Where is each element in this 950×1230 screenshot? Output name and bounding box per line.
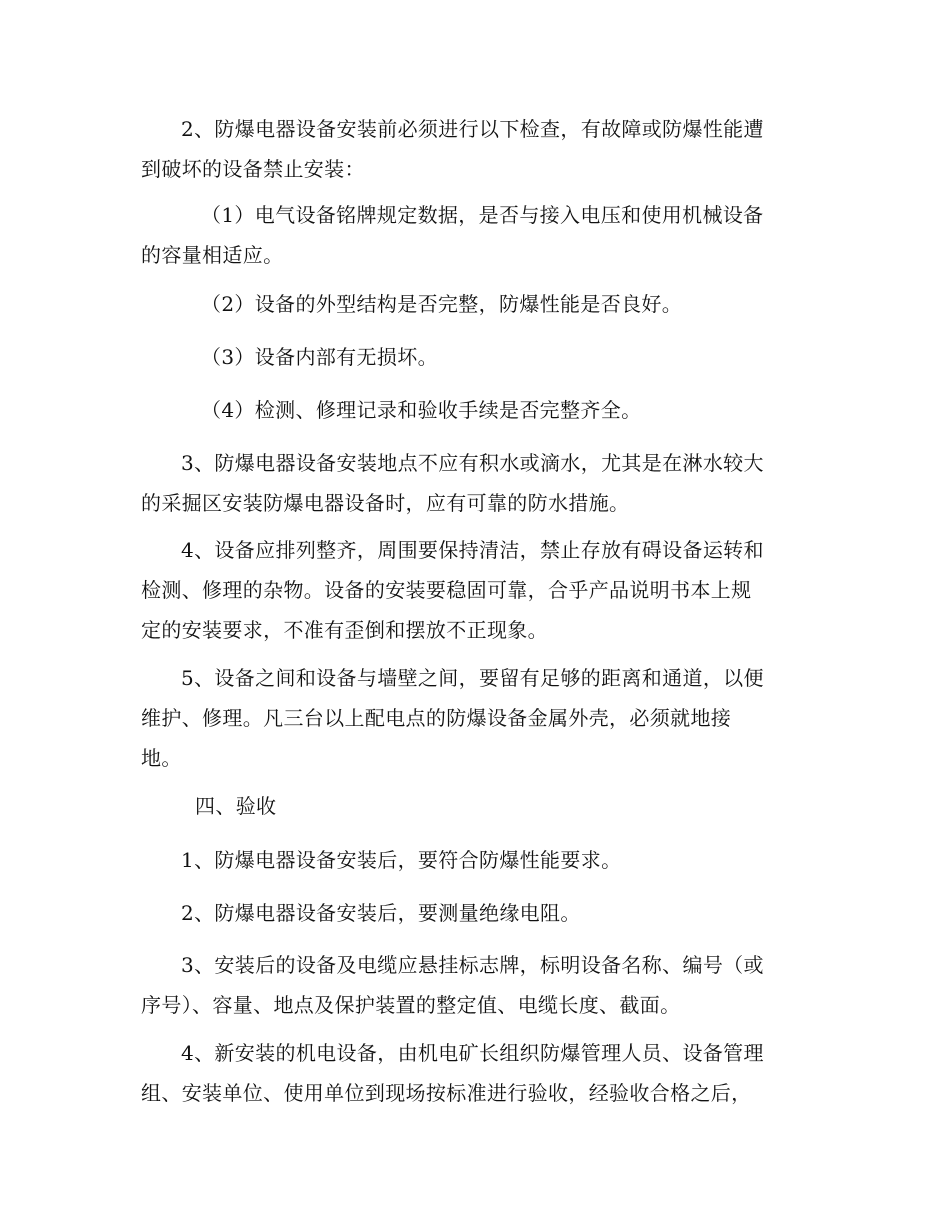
paragraph-line: （2）设备的外型结构是否完整，防爆性能是否良好。 <box>201 292 683 316</box>
paragraph-subitem-1 <box>141 195 811 275</box>
paragraph-line: 2、防爆电器设备安装前必须进行以下检查，有故障或防爆性能遭 <box>181 117 764 141</box>
paragraph-acceptance-2 <box>141 893 811 933</box>
paragraph-line: 定的安装要求，不准有歪倒和摆放不正现象。 <box>141 618 548 642</box>
paragraph-line: 5、设备之间和设备与墙壁之间，要留有足够的距离和通道，以便 <box>181 666 764 690</box>
paragraph-line: 到破坏的设备禁止安装： <box>141 157 365 181</box>
paragraph-line: 1、防爆电器设备安装后，要符合防爆性能要求。 <box>181 848 622 872</box>
paragraph-line: 的容量相适应。 <box>141 243 284 267</box>
paragraph-line: 4、新安装的机电设备，由机电矿长组织防爆管理人员、设备管理 <box>181 1041 764 1065</box>
paragraph-acceptance-1 <box>141 840 811 880</box>
paragraph-line: 检测、修理的杂物。设备的安装要稳固可靠，合乎产品说明书本上规 <box>141 578 752 602</box>
paragraph-line: 3、防爆电器设备安装地点不应有积水或滴水，尤其是在淋水较大 <box>181 451 764 475</box>
paragraph-subitem-2 <box>141 284 811 324</box>
paragraph-line: 2、防爆电器设备安装后，要测量绝缘电阻。 <box>181 901 581 925</box>
paragraph-subitem-4 <box>141 390 811 430</box>
paragraph-item-4 <box>141 530 811 650</box>
paragraph-line: （4）检测、修理记录和验收手续是否完整齐全。 <box>201 398 642 422</box>
section-heading <box>141 786 811 826</box>
paragraph-item-2 <box>141 109 811 189</box>
paragraph-line: （1）电气设备铭牌规定数据，是否与接入电压和使用机械设备 <box>201 203 764 227</box>
paragraph-line: 地。 <box>141 746 182 770</box>
paragraph-item-5 <box>141 658 811 778</box>
paragraph-line: 序号）、容量、地点及保护装置的整定值、电缆长度、截面。 <box>141 993 681 1017</box>
paragraph-line: 的采掘区安装防爆电器设备时，应有可靠的防水措施。 <box>141 491 630 515</box>
paragraph-line: （3）设备内部有无损坏。 <box>201 345 438 369</box>
paragraph-line: 3、安装后的设备及电缆应悬挂标志牌，标明设备名称、编号（或 <box>181 953 764 977</box>
paragraph-item-3 <box>141 443 811 523</box>
paragraph-subitem-3 <box>141 337 811 377</box>
paragraph-line: 4、设备应排列整齐，周围要保持清洁，禁止存放有碍设备运转和 <box>181 538 764 562</box>
paragraph-line: 维护、修理。凡三台以上配电点的防爆设备金属外壳，必须就地接 <box>141 706 732 730</box>
paragraph-acceptance-3 <box>141 945 811 1025</box>
paragraph-acceptance-4 <box>141 1033 811 1113</box>
section-heading-text: 四、验收 <box>195 794 277 818</box>
paragraph-line: 组、安装单位、使用单位到现场按标准进行验收，经验收合格之后， <box>141 1081 752 1105</box>
